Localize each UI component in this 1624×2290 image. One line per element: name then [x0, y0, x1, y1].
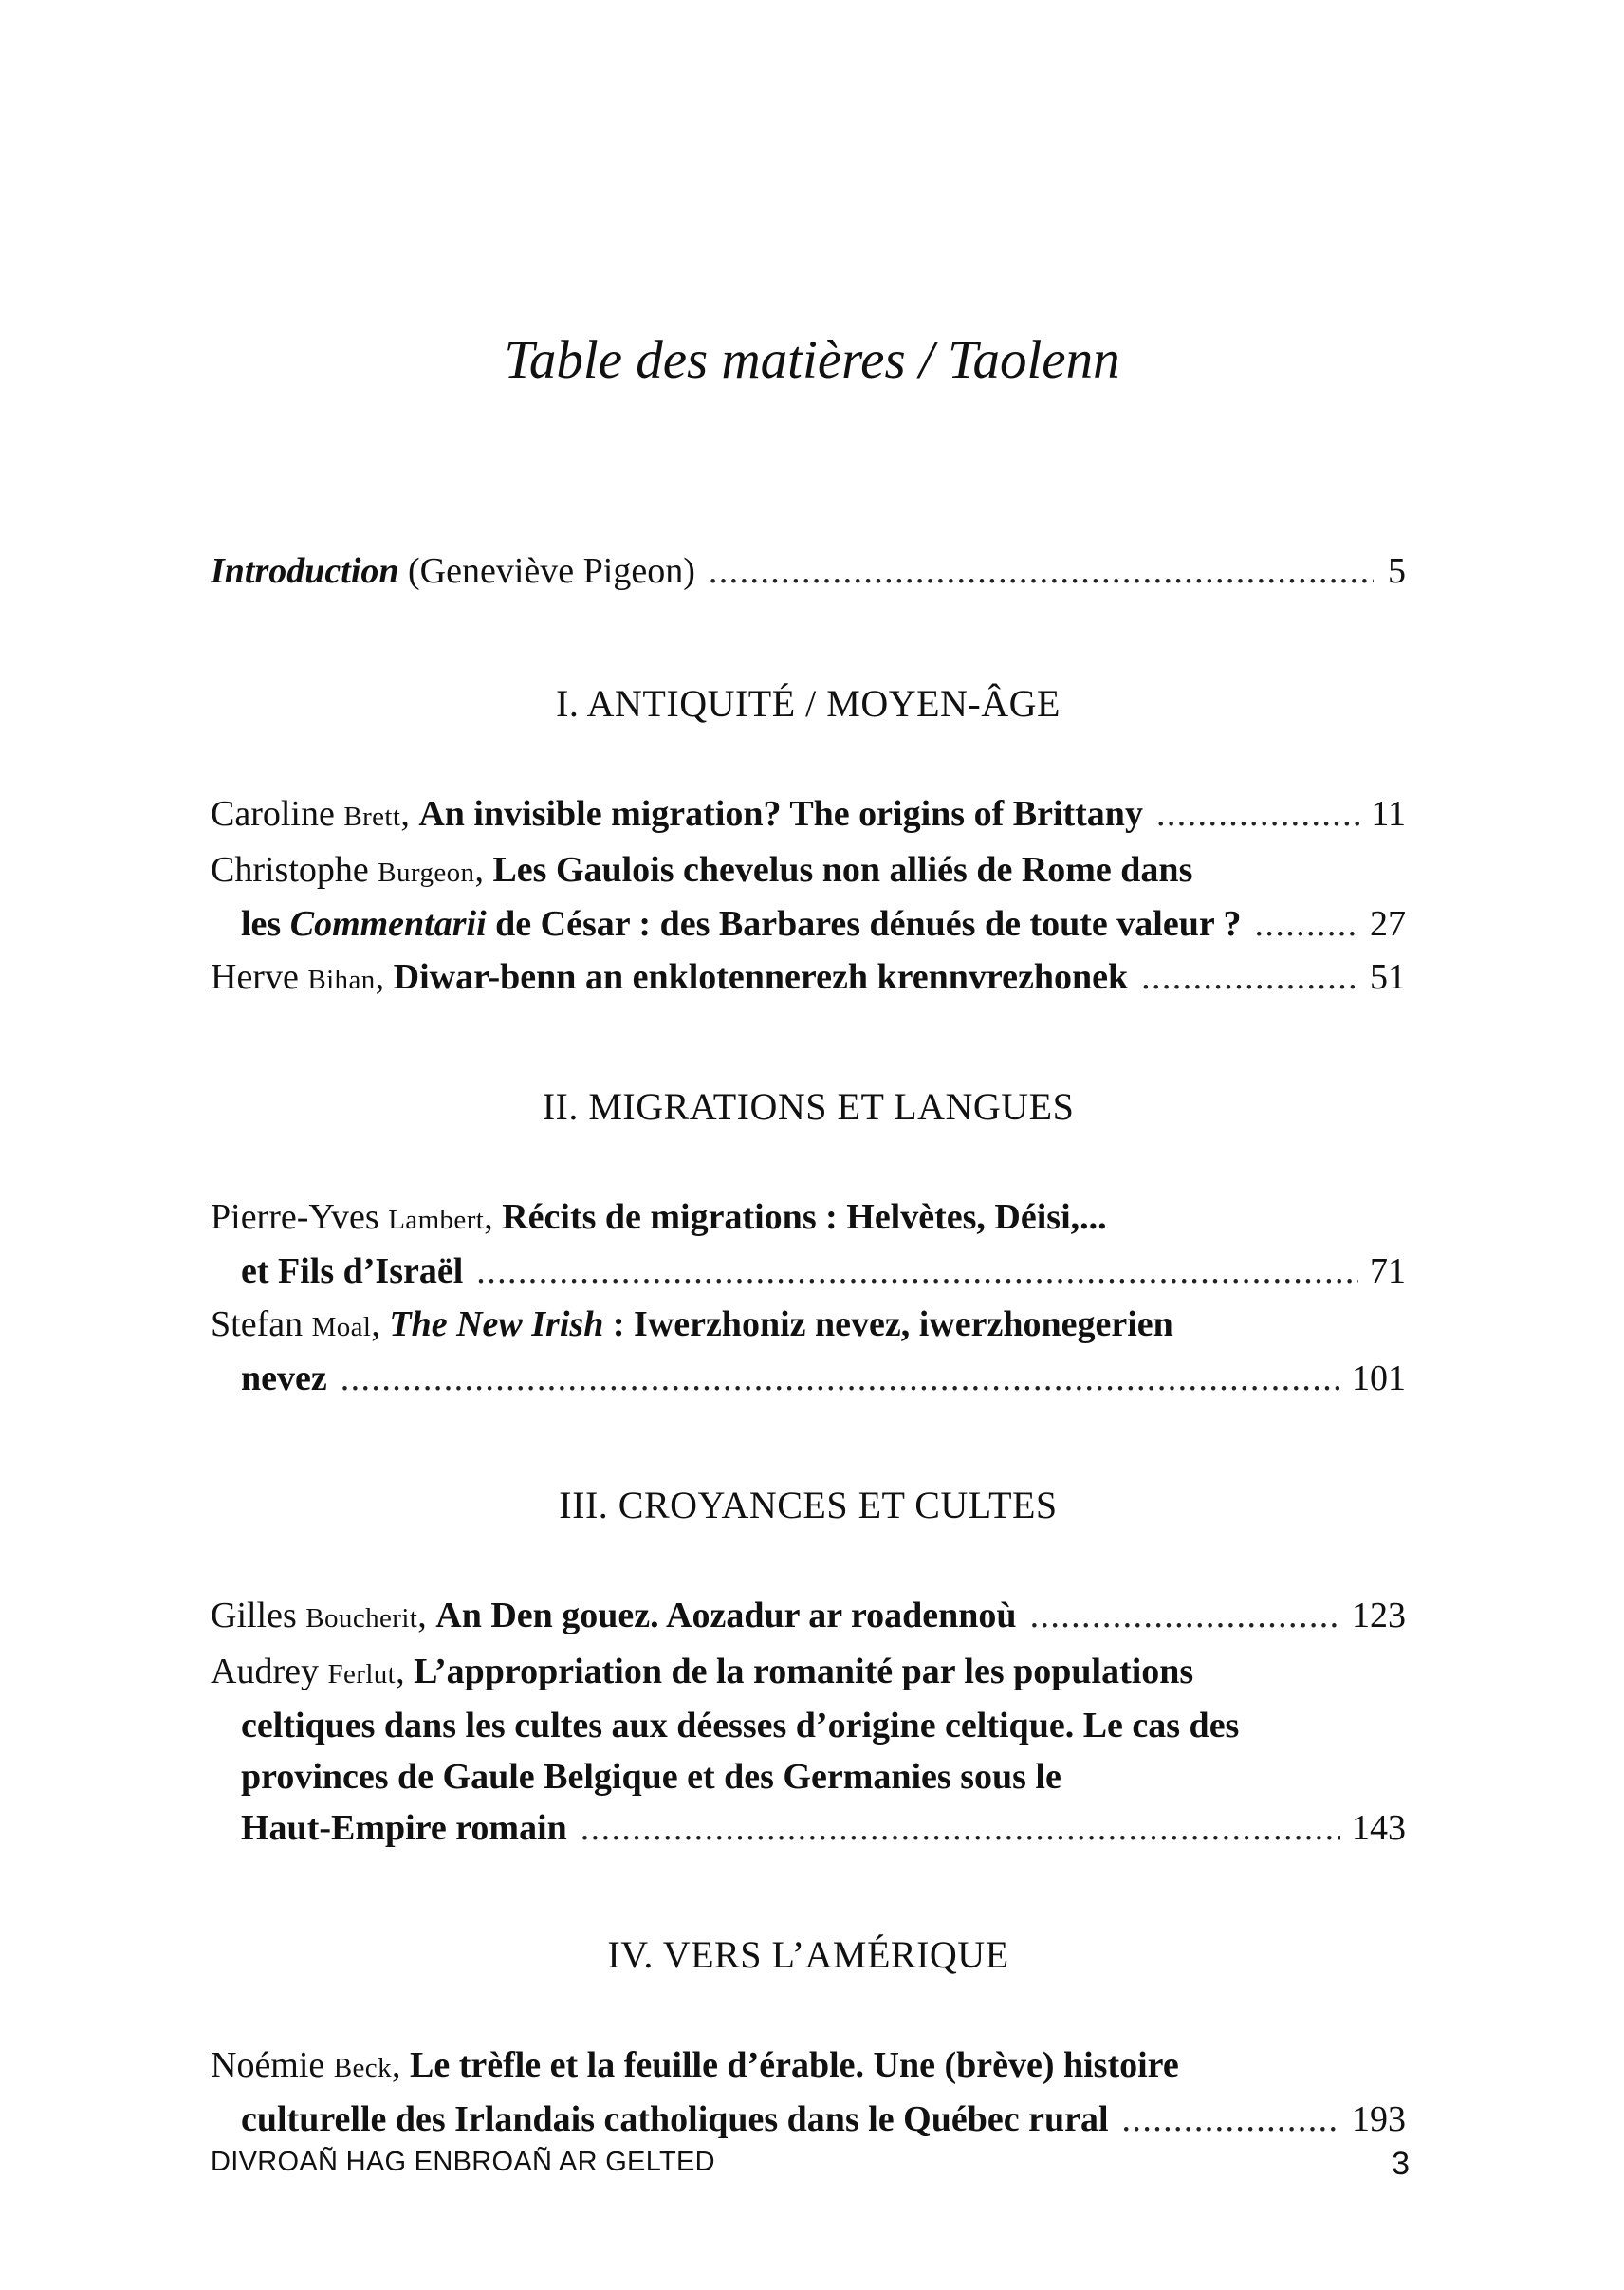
dot-leader: [1030, 1590, 1340, 1641]
title-italic: Commentarii: [289, 904, 487, 944]
author-first-name: Christophe: [211, 850, 369, 890]
title-text: de César : des Barbares dénués de toute valeur ?: [486, 904, 1242, 944]
entry-title: An Den gouez. Aozadur ar roadennoù: [435, 1596, 1017, 1635]
page-title: Table des matières / Taolenn: [504, 330, 1120, 390]
entry-line: [211, 1646, 1406, 1700]
toc-entry[interactable]: [211, 788, 1406, 842]
entry-line: [211, 788, 1406, 842]
section-heading: IV. VERS L’AMÉRIQUE: [607, 1933, 1009, 1976]
entry-line-continued: [211, 898, 1406, 950]
entry-author: Herve Bihan,: [211, 957, 394, 997]
page-number: 193: [1352, 2099, 1406, 2139]
page-number: 101: [1352, 1358, 1406, 1398]
toc-entry[interactable]: [211, 844, 1406, 950]
author-last-name: Bihan: [307, 965, 376, 995]
author-last-name: Beck: [333, 2053, 392, 2083]
entry-title: [389, 1299, 1172, 1350]
entry-author: Caroline Brett,: [211, 794, 419, 834]
dot-leader: [709, 545, 1374, 597]
entry-line-continued: [211, 1751, 1406, 1802]
entry-line-continued: [211, 1353, 1406, 1404]
toc-entry[interactable]: [211, 1191, 1406, 1297]
author-first-name: Gilles: [211, 1596, 297, 1635]
toc-entry-introduction[interactable]: [211, 545, 1406, 602]
author-first-name: Stefan: [211, 1304, 304, 1344]
dot-leader: [1255, 898, 1358, 950]
dot-leader: [341, 1353, 1340, 1404]
entry-author: Audrey Ferlut,: [211, 1652, 415, 1691]
toc-entry[interactable]: [211, 1646, 1406, 1854]
author-first-name: Audrey: [211, 1652, 319, 1691]
entry-line: [211, 1191, 1406, 1246]
author-last-name: Ferlut: [327, 1659, 397, 1690]
entry-line: [211, 2040, 1406, 2094]
toc-entry[interactable]: [211, 951, 1406, 1006]
entry-title: nevez: [241, 1358, 327, 1398]
entry-author: Noémie Beck,: [211, 2045, 410, 2085]
entry-title: [241, 898, 1242, 950]
entry-line-continued: [211, 1802, 1406, 1854]
page-number: 11: [1371, 794, 1406, 834]
dot-leader: [1141, 951, 1358, 1003]
entry-line: [211, 1590, 1406, 1644]
entry-line: [211, 1299, 1406, 1353]
entry-title: L’appropriation de la romanité par les populations: [414, 1652, 1194, 1691]
section-heading: I. ANTIQUITÉ / MOYEN-ÂGE: [556, 682, 1061, 725]
entry-title: et Fils d’Israël: [241, 1251, 464, 1291]
author-last-name: Lambert: [388, 1205, 485, 1235]
entry-line: [211, 844, 1406, 898]
entry-title: Les Gaulois chevelus non alliés de Rome dans: [492, 850, 1193, 890]
running-footer: DIVROAÑ HAG ENBROAÑ AR GELTED: [211, 2147, 715, 2177]
page-number: 51: [1370, 957, 1406, 997]
page-number: 143: [1352, 1808, 1406, 1848]
dot-leader: [1122, 2094, 1340, 2145]
entry-title: culturelle des Irlandais catholiques dans le Québec rural: [241, 2099, 1109, 2139]
author-first-name: Herve: [211, 957, 299, 997]
entry-line-continued: [211, 1246, 1406, 1297]
author-first-name: Caroline: [211, 794, 335, 834]
toc-entry[interactable]: [211, 2040, 1406, 2145]
author-first-name: Pierre-Yves: [211, 1197, 379, 1237]
entry-author: Gilles Boucherit,: [211, 1596, 436, 1635]
author-last-name: Moal: [311, 1312, 372, 1342]
toc-entry[interactable]: [211, 1299, 1406, 1404]
section-heading: II. MIGRATIONS ET LANGUES: [542, 1085, 1075, 1128]
page-number: 5: [1388, 551, 1406, 591]
dot-leader: [476, 1246, 1358, 1297]
entry-line: [211, 951, 1406, 1006]
entry-line-continued: [211, 2094, 1406, 2145]
page-number: 123: [1352, 1596, 1406, 1635]
title-text: les: [241, 904, 290, 944]
author-last-name: Brett: [343, 802, 401, 832]
author-last-name: Boucherit: [305, 1603, 418, 1634]
entry-author: Stefan Moal,: [211, 1304, 390, 1344]
entry-line-continued: [211, 1700, 1406, 1751]
entry-title: Le trèfle et la feuille d’érable. Une (brève) histoire: [409, 2045, 1179, 2085]
author-first-name: Noémie: [211, 2045, 325, 2085]
entry-title: Récits de migrations : Helvètes, Déisi,...: [502, 1197, 1107, 1237]
section-heading: III. CROYANCES ET CULTES: [559, 1484, 1058, 1526]
toc-entry[interactable]: [211, 1590, 1406, 1644]
entry-title: Diwar-benn an enklotennerezh krennvrezhonek: [393, 957, 1129, 997]
entry-title: celtiques dans les cultes aux déesses d’origine celtique. Le cas des: [241, 1706, 1240, 1745]
title-text: : Iwerzhoniz nevez, iwerzhonegerien: [603, 1304, 1173, 1344]
table-of-contents: [211, 545, 1406, 2145]
entry-title: Haut-Empire romain: [241, 1808, 567, 1848]
entry-author: (Geneviève Pigeon): [408, 551, 695, 591]
folio: 3: [1392, 2146, 1410, 2182]
entry-author: Christophe Burgeon,: [211, 850, 493, 890]
entry-title: An invisible migration? The origins of Brittany: [418, 794, 1143, 834]
author-last-name: Burgeon: [378, 858, 475, 888]
title-italic: The New Irish: [389, 1304, 604, 1344]
page-number: 71: [1370, 1251, 1406, 1291]
entry-title: Introduction: [211, 551, 399, 591]
dot-leader: [581, 1802, 1340, 1854]
entry-author: Pierre-Yves Lambert,: [211, 1197, 503, 1237]
entry-title: provinces de Gaule Belgique et des Germanies sous le: [241, 1757, 1061, 1797]
page-number: 27: [1370, 904, 1406, 944]
dot-leader: [1156, 788, 1359, 840]
